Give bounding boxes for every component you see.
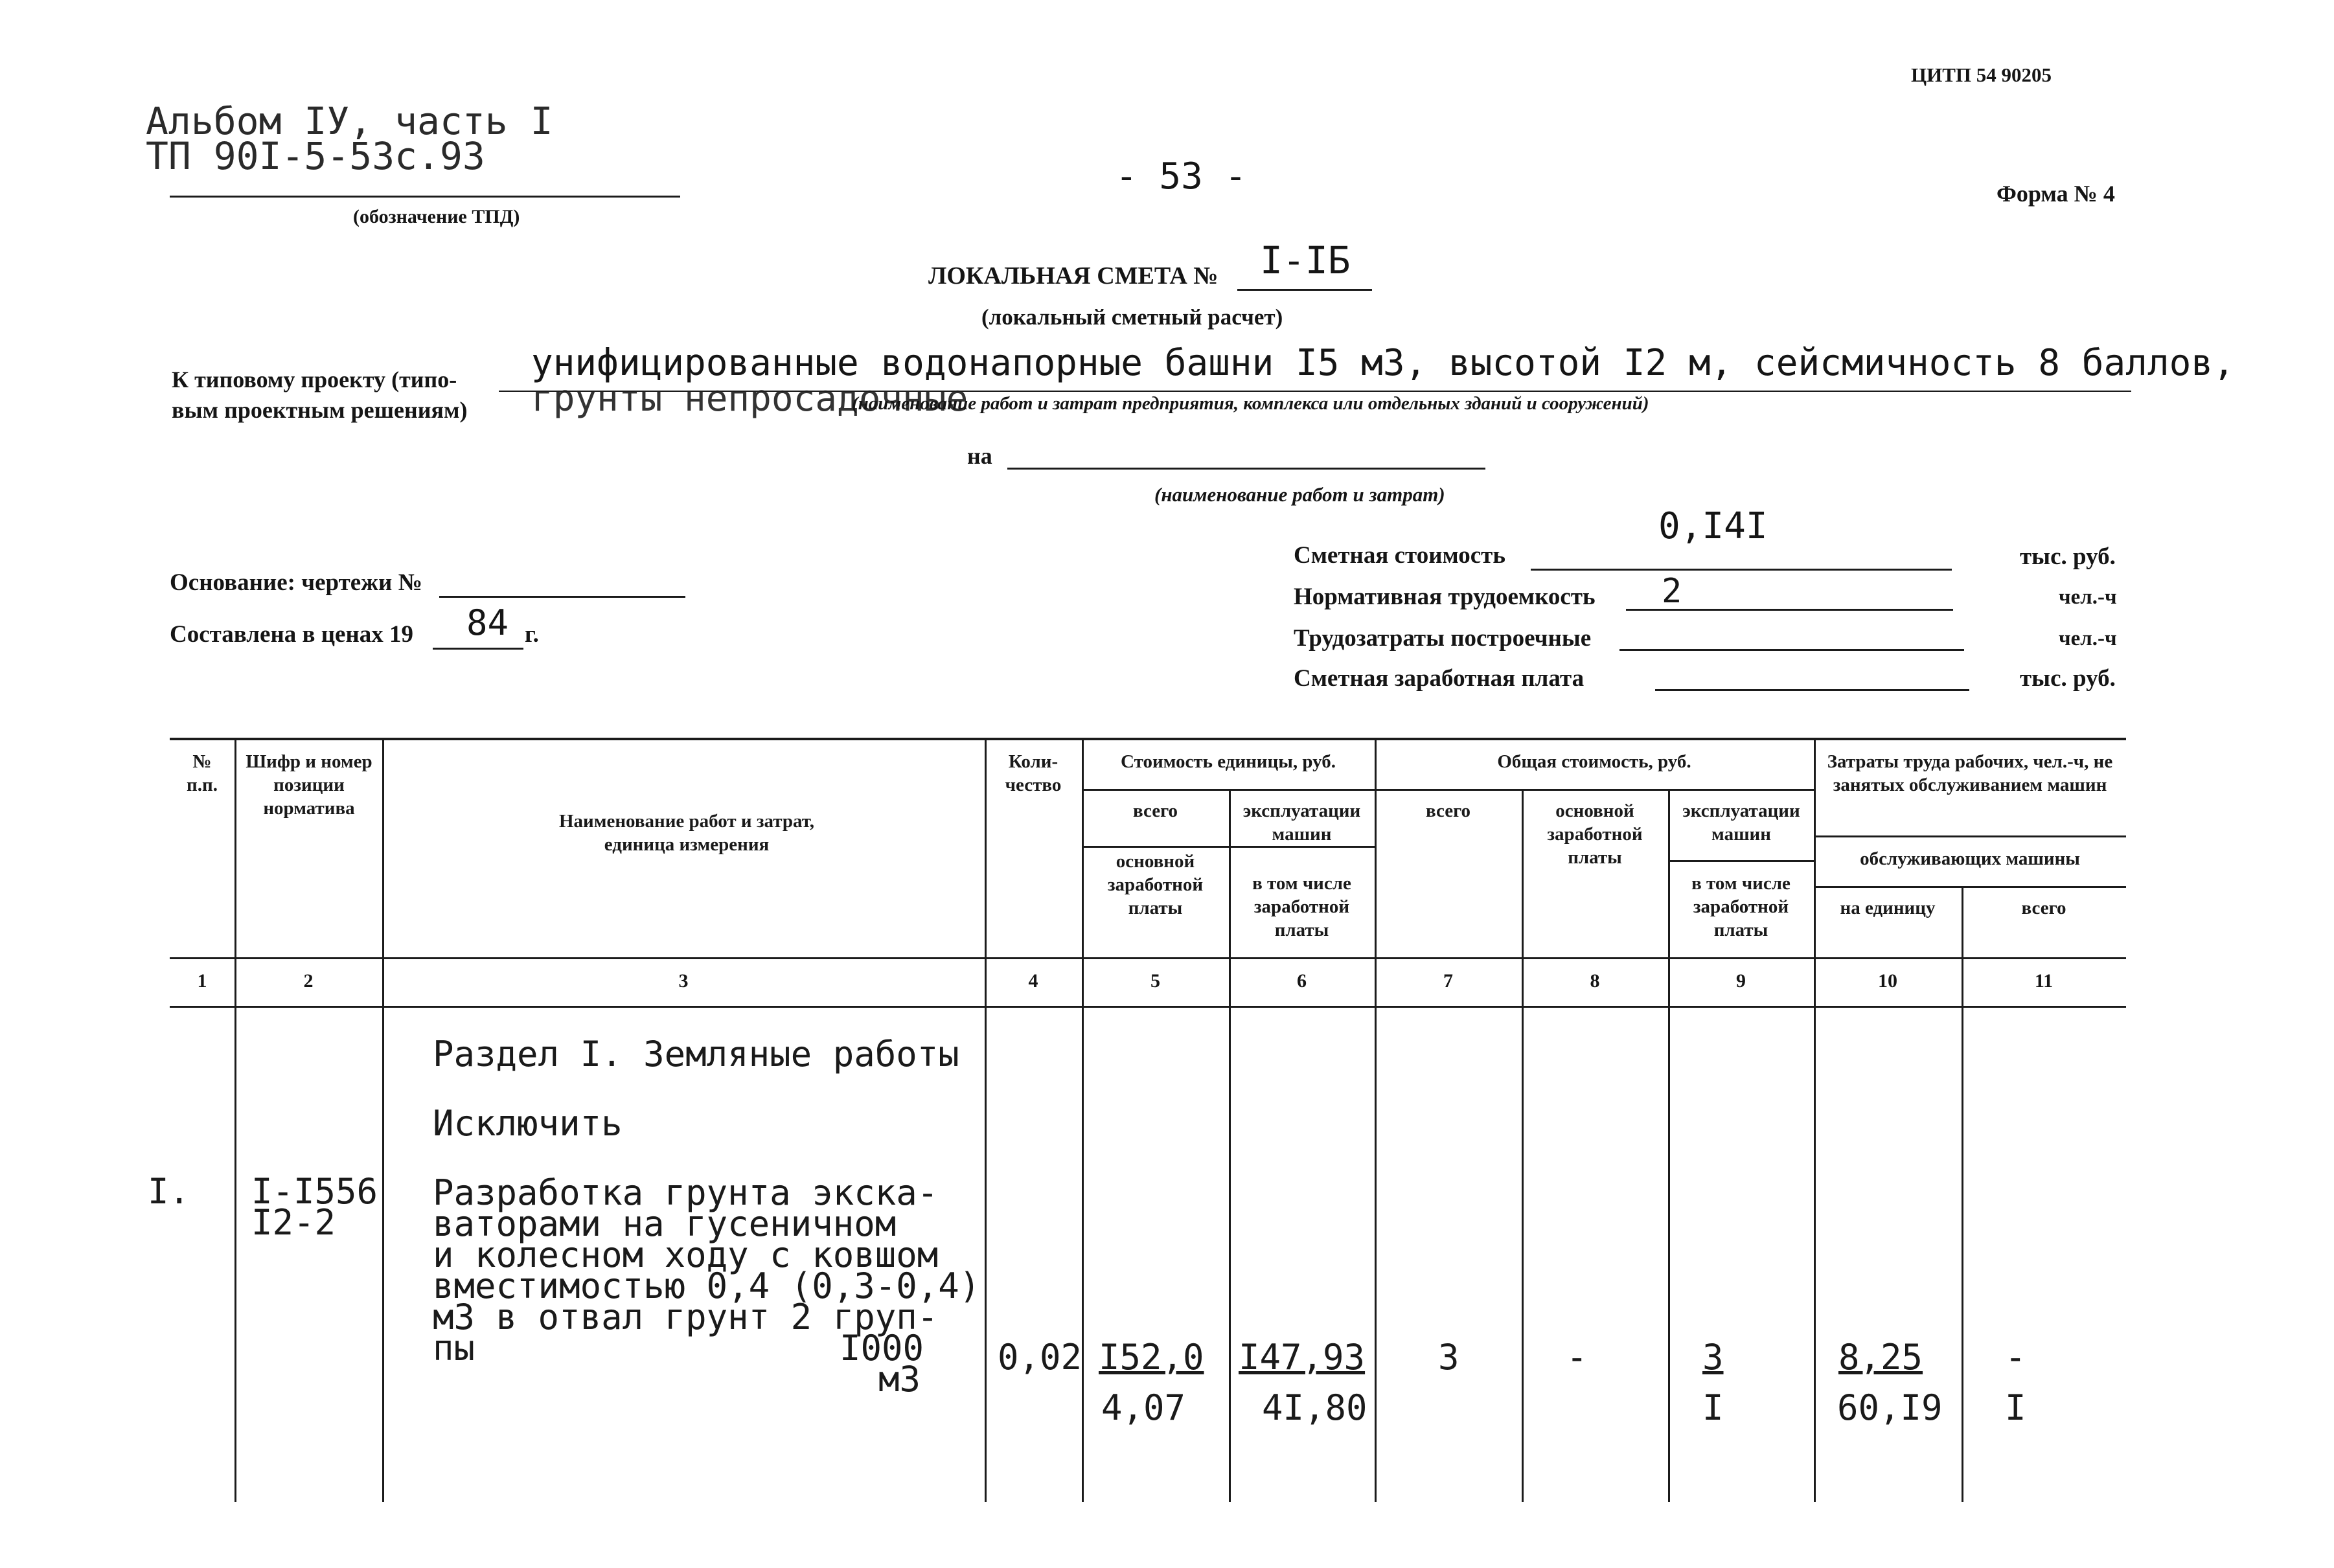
col-number-2: 2 [303,970,314,992]
header-col-3: Наименование работ и затрат, единица измерения [558,811,815,855]
row-unit-basic-wage: 4,07 [1101,1387,1186,1428]
row-code-1: I-I556 [251,1171,378,1212]
row-total-machines: 3 [1702,1337,1724,1378]
build-labor-label: Трудозатраты построечные [1294,625,1592,652]
row-description-line: м3 в отвал грунт 2 груп- [433,1297,939,1337]
cost-label: Сметная стоимость [1294,542,1505,569]
basis-underline [439,596,685,598]
row-total-all: 3 [1438,1337,1459,1378]
estimate-subtitle: (локальный сметный расчет) [981,304,1283,330]
col-number-11: 11 [2034,970,2054,992]
build-labor-unit: чел.-ч [2059,627,2117,650]
designation-underline [170,196,680,198]
header-labor-per-unit: на единицу [1840,898,1936,918]
wages-unit: тыс. руб. [2020,665,2116,692]
col-line-6 [1375,738,1377,1502]
header-unit-basic-wage: основной заработной платы [1107,851,1204,918]
project-designation: ТП 90I-5-53с.93 [146,134,485,178]
header-bottom-border [170,957,2126,959]
project-description-2: грунты непросадочные [531,378,968,420]
prices-suffix: г. [525,621,539,648]
row-unit-incl-wage: 4I,80 [1262,1387,1367,1428]
labor-value: 2 [1662,572,1682,611]
prices-year: 84 [466,602,509,643]
header-total-incl-wage: в том числе заработной платы [1691,873,1791,940]
labor-underline [1626,609,1953,611]
cost-underline [1531,569,1952,571]
unit-cost-subline [1082,789,1375,791]
col-number-1: 1 [197,970,207,992]
col-number-10: 10 [1878,970,1897,992]
header-labor-machines: обслуживающих машины [1860,848,2080,869]
row-description-line: пы [433,1328,475,1369]
col-number-9: 9 [1736,970,1746,992]
project-underline [499,391,2131,392]
document-code: ЦИТП 54 90205 [1911,63,2052,86]
prices-label: Составлена в ценах 19 [170,621,414,648]
row-description-line: ваторами на гусеничном [433,1203,897,1244]
col-line-8 [1668,789,1670,1502]
labor-label: Нормативная трудоемкость [1294,584,1596,610]
project-caption: (наименование работ и затрат предприятия, комплекса или отдельных зданий и сооружений) [852,393,1649,414]
row-number: I. [148,1171,190,1212]
unit-cost-mid-line [1082,846,1375,848]
wages-label: Сметная заработная плата [1294,665,1585,692]
wages-underline [1655,689,1969,691]
prices-year-underline [433,648,523,650]
labor-subline-1 [1814,835,2126,837]
header-total-machines: эксплуатации машин [1682,801,1800,845]
row-labor-per-unit-bottom: 60,I9 [1837,1387,1943,1428]
row-labor-per-unit-top: 8,25 [1838,1337,1923,1378]
estimate-number: I-IБ [1260,238,1351,282]
col-line-5 [1229,789,1231,1502]
header-total-all: всего [1425,801,1471,821]
row-total-basic-wage: - [1566,1337,1588,1378]
row-description-line: вместимостью 0,4 (0,3-0,4) [433,1266,981,1306]
header-unit-machines: эксплуатации машин [1242,801,1361,845]
col-number-5: 5 [1150,970,1160,992]
album-reference: Альбом IУ, часть I [146,99,553,143]
exclude-label: Исключить [433,1103,623,1144]
header-unit-total: всего [1132,801,1178,821]
row-description-line: Разработка грунта экска- [433,1172,939,1213]
table-top-border [170,738,2126,740]
header-unit-incl-wage: в том числе заработной платы [1252,873,1351,940]
col-number-7: 7 [1443,970,1453,992]
header-labor: Затраты труда рабочих, чел.-ч, не занятых обслуживанием машин [1827,751,2113,795]
row-total-incl-wage: I [1702,1387,1724,1428]
section-title: Раздел I. Земляные работы [433,1034,959,1074]
col-line-2 [382,738,384,1502]
project-label: К типовому проекту (типо- [172,367,457,392]
row-code-2: I2-2 [251,1202,336,1243]
header-unit-cost: Стоимость единицы, руб. [1121,751,1336,772]
project-label-2: вым проектным решениям) [172,397,468,423]
header-col-1: № п.п. [187,751,218,795]
row-labor-total-bottom: I [2005,1387,2026,1428]
project-description: унифицированные водонапорные башни I5 м3, высотой I2 м, сейсмичность 8 баллов, [531,342,2235,384]
build-labor-underline [1619,649,1964,651]
number-row-bottom-border [170,1006,2126,1008]
on-underline [1007,468,1485,470]
estimate-title: ЛОКАЛЬНАЯ СМЕТА № [928,262,1218,290]
col-line-7 [1522,789,1524,1502]
labor-unit: чел.-ч [2059,585,2117,609]
total-machines-mid-line [1668,860,1814,862]
header-col-2: Шифр и номер позиции норматива [246,751,372,819]
row-unit-1: I000 [840,1328,924,1369]
row-unit-2: м3 [878,1359,921,1400]
header-labor-total: всего [2021,898,2066,918]
col-number-6: 6 [1297,970,1307,992]
cost-value: 0,I4I [1658,505,1768,547]
basis-label: Основание: чертежи № [170,569,422,596]
labor-subline-2 [1814,886,2126,888]
col-line-1 [235,738,236,1502]
row-unit-machines: I47,93 [1239,1337,1366,1378]
row-quantity: 0,02 [998,1337,1082,1378]
col-number-8: 8 [1590,970,1600,992]
col-line-3 [985,738,987,1502]
header-total-basic-wage: основной заработной платы [1547,801,1643,868]
row-unit-total: I52,0 [1099,1337,1204,1378]
row-description-line: и колесном ходу с ковшом [433,1234,939,1275]
on-caption: (наименование работ и затрат) [1154,483,1445,506]
header-col-4: Коли- чество [1005,751,1062,795]
col-number-3: 3 [678,970,689,992]
on-label: на [967,443,992,469]
header-total-cost: Общая стоимость, руб. [1497,751,1691,772]
form-label: Форма № 4 [1996,181,2115,207]
page-number: - 53 - [1116,155,1247,198]
designation-caption: (обозначение ТПД) [353,206,520,227]
total-cost-subline [1375,789,1814,791]
col-number-4: 4 [1028,970,1038,992]
estimate-number-underline [1237,289,1372,291]
cost-unit: тыс. руб. [2020,543,2116,570]
col-line-4 [1082,738,1084,1502]
row-labor-total-top: - [2005,1337,2026,1378]
